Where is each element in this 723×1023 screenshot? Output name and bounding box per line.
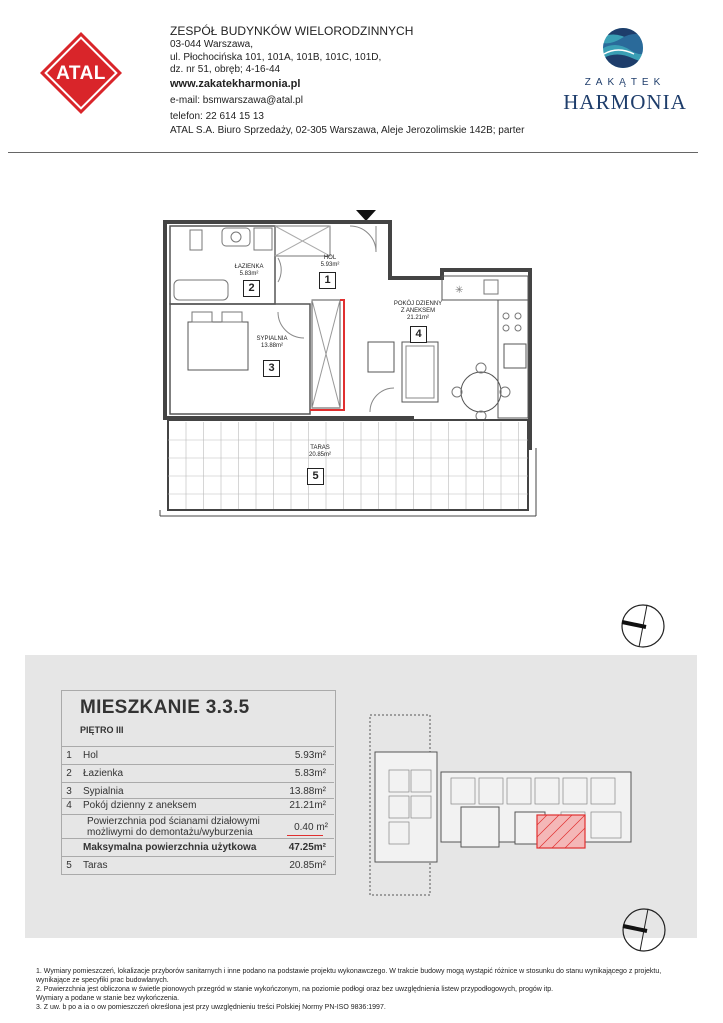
room-num-5: 5 [307, 468, 324, 485]
email-line: e-mail: bsmwarszawa@atal.pl [170, 95, 303, 106]
room-label-sypialnia: SYPIALNIA 13.88m² [256, 336, 288, 349]
room-label-taras: TARAS 20.85m² [308, 445, 331, 458]
address-line-2: ul. Płochocińska 101, 101A, 101B, 101C, 101D, [170, 52, 382, 63]
atal-logo [38, 30, 124, 116]
room-label-pokoj: POKÓJ DZIENNY Z ANEKSEM 21.21m² [393, 301, 443, 321]
max-area-row: Maksymalna powierzchnia użytkowa 47.25m² [61, 838, 334, 857]
north-compass-icon [620, 603, 666, 649]
room-num-4: 4 [410, 326, 427, 343]
unit-title: MIESZKANIE 3.3.5 [80, 697, 250, 718]
terrace-row: 5 Taras 20.85m² [61, 856, 334, 874]
partition-underline [287, 835, 323, 836]
entrance-arrow-icon [356, 210, 376, 221]
room-num-2: 2 [243, 280, 260, 297]
room-label-hol: HOL 5.93m² [320, 255, 340, 268]
room-num-1: 1 [319, 272, 336, 289]
atal-logo-text: ATAL [56, 63, 106, 84]
address-line-1: 03-044 Warszawa, [170, 39, 253, 50]
address-line-3: dz. nr 51, obręb; 4-16-44 [170, 64, 281, 75]
room-row-4: 4 Pokój dzienny z aneksem 21.21m² [61, 798, 334, 815]
room-label-lazienka: ŁAZIENKA 5.83m² [234, 264, 264, 277]
project-logo-top: ZAKĄTEK [584, 77, 666, 88]
wave-emblem-icon [560, 24, 690, 76]
unit-floor: PIĘTRO III [80, 725, 124, 735]
room-row-3: 3 Sypialnia 13.88m² [61, 782, 334, 801]
header-divider [8, 152, 698, 153]
phone-line: telefon: 22 614 15 13 [170, 111, 264, 122]
zakatek-harmonia-logo [560, 24, 690, 119]
building-key-plan [365, 712, 640, 897]
office-line: ATAL S.A. Biuro Sprzedaży, 02-305 Warszawa, Aleje Jerozolimskie 142B; parter [170, 125, 525, 136]
footnotes: 1. Wymiary pomieszczeń, lokalizacje przyborów sanitarnych i inne podano na podstawie projektu wykonawczego. W trakcie budowy mogą wystąpić różnice w stosunku do stanu wynikającego z projektu, wynikające ze specyfiki prac budowlanych. 2. Powierzchnia jest obliczona w świetle pionowych przegród w stanie wykończonym, na poziomie podłogi oraz bez uwzględnienia listew przypodłogowych, progów itp. Wymiary a podane w stanie bez wykończenia. 3. Z uw. b po a ia o ow pomieszczeń określona jest przy uwzględnieniu treści Polskiej Normy PN-ISO 9836:1997. [36, 968, 662, 1011]
room-row-1: 1 Hol 5.93m² [61, 746, 334, 765]
partition-area: 0.40 m² [294, 822, 328, 833]
floor-plan [150, 200, 550, 530]
north-compass-icon-small [621, 907, 667, 953]
room-row-2: 2 Łazienka 5.83m² [61, 764, 334, 783]
project-logo-bottom: HARMONIA [563, 90, 687, 114]
svg-text:✳: ✳ [455, 285, 464, 296]
room-num-3: 3 [263, 360, 280, 377]
website-link[interactable]: www.zakatekharmonia.pl [170, 78, 301, 90]
project-title: ZESPÓŁ BUDYNKÓW WIELORODZINNYCH [170, 24, 414, 38]
partition-row: Powierzchnia pod ścianami działowymi możliwymi do demontażu/wyburzenia 0.40 m² [61, 814, 334, 839]
